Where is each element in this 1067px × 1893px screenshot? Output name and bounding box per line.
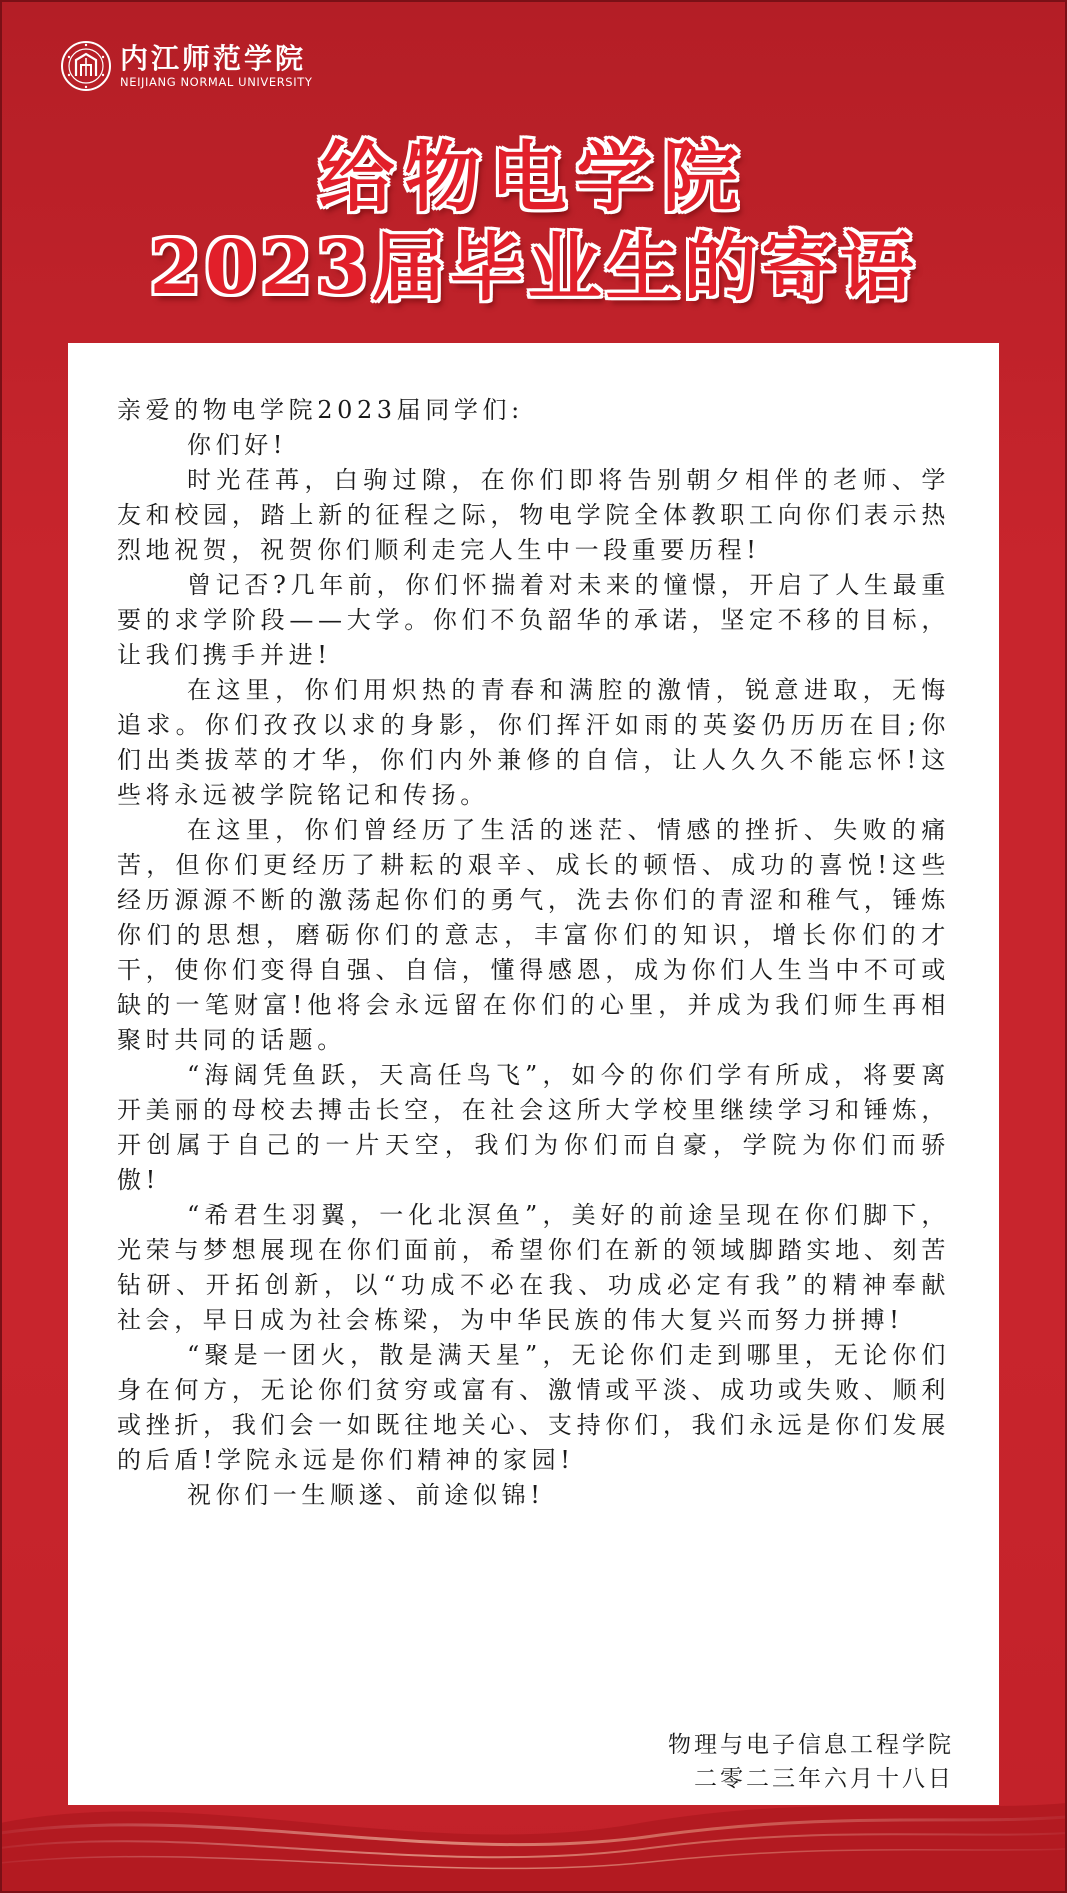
university-seal-icon xyxy=(60,40,112,92)
letter-paragraph: “希君生羽翼，一化北溟鱼”，美好的前途呈现在你们脚下，光荣与梦想展现在你们面前，希望你们在新的领域脚踏实地、刻苦钻研、开拓创新，以“功成不必在我、功成必定有我”的精神奉献社会，早日成为社会栋梁，为中华民族的伟大复兴而努力拼搏! xyxy=(117,1201,950,1334)
school-brand xyxy=(120,43,312,89)
header xyxy=(60,38,312,94)
letter-body xyxy=(117,393,950,1513)
school-name-en: NEIJIANG NORMAL UNIVERSITY xyxy=(120,75,313,89)
letter-paragraph: 在这里，你们曾经历了生活的迷茫、情感的挫折、失败的痛苦，但你们更经历了耕耘的艰辛、成长的顿悟、成功的喜悦!这些经历源源不断的激荡起你们的勇气，洗去你们的青涩和稚气，锤炼你们的思想，磨砺你们的意志，丰富你们的知识，增长你们的才干，使你们变得自强、自信，懂得感恩，成为你们人生当中不可或缺的一笔财富!他将会永远留在你们的心里，并成为我们师生再相聚时共同的话题。 xyxy=(117,816,950,1054)
letter-paragraph: 在这里，你们用炽热的青春和满腔的激情，锐意进取，无悔追求。你们孜孜以求的身影，你们挥汗如雨的英姿仍历历在目;你们出类拔萃的才华，你们内外兼修的自信，让人久久不能忘怀!这些将永远被学院铭记和传扬。 xyxy=(117,676,950,809)
letter-closing: 祝你们一生顺遂、前途似锦! xyxy=(187,1481,545,1509)
letter-paragraph: “海阔凭鱼跃，天高任鸟飞”，如今的你们学有所成，将要离开美丽的母校去搏击长空，在社会这所大学校里继续学习和锤炼，开创属于自己的一片天空，我们为你们而自豪，学院为你们而骄傲! xyxy=(117,1061,950,1194)
letter-paragraph: “聚是一团火，散是满天星”，无论你们走到哪里，无论你们身在何方，无论你们贫穷或富有、激情或平淡、成功或失败、顺利或挫折，我们会一如既往地关心、支持你们，我们永远是你们发展的后盾!学院永远是你们精神的家园! xyxy=(117,1341,950,1474)
decorative-wave xyxy=(0,1753,1067,1893)
letter-greeting: 你们好! xyxy=(187,431,288,459)
poster-title-line2: 2023届毕业生的寄语 xyxy=(149,225,918,311)
letter-salutation: 亲爱的物电学院2023届同学们: xyxy=(117,396,524,424)
school-name-cn: 内江师范学院 xyxy=(120,42,307,75)
letter-paragraph: 曾记否?几年前，你们怀揣着对未来的憧憬，开启了人生最重要的求学阶段——大学。你们不负韶华的承诺，坚定不移的目标，让我们携手并进! xyxy=(117,571,950,669)
letter-paragraph: 时光荏苒，白驹过隙，在你们即将告别朝夕相伴的老师、学友和校园，踏上新的征程之际，物电学院全体教职工向你们表示热烈地祝贺，祝贺你们顺利走完人生中一段重要历程! xyxy=(117,466,950,564)
signature-date: 二零二三年六月十八日 xyxy=(694,1766,954,1792)
signature-org: 物理与电子信息工程学院 xyxy=(668,1732,954,1758)
poster-title-line1: 给物电学院 xyxy=(318,133,749,222)
